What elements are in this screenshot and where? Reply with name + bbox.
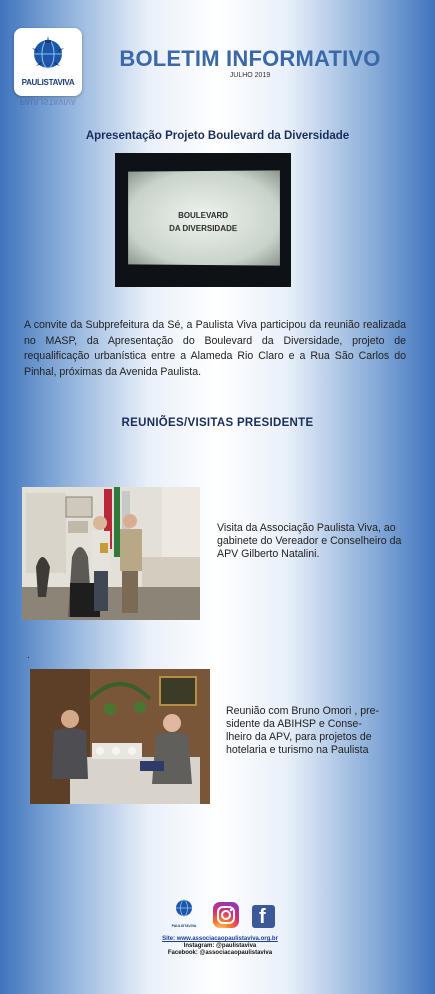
separator-dot: . bbox=[27, 650, 30, 661]
natalini-visit-photo bbox=[22, 487, 200, 620]
slide-title-line2: DA DIVERSIDADE bbox=[169, 223, 238, 234]
facebook-glyph: f bbox=[259, 906, 266, 928]
instagram-handle: Instagram: @paulistaviva bbox=[183, 943, 257, 949]
page-subtitle: JULHO 2019 bbox=[229, 72, 271, 79]
instagram-glyph bbox=[213, 902, 239, 928]
footer-logo-text: PAULISTAVIVA bbox=[171, 924, 197, 928]
page-title: BOLETIM INFORMATIVO bbox=[119, 46, 381, 71]
paulista-viva-logo bbox=[14, 28, 82, 96]
section-heading-reunioes: REUNIÕES/VISITAS PRESIDENTE bbox=[121, 417, 314, 429]
facebook-handle: Facebook: @associacaopaulistaviva bbox=[167, 950, 273, 956]
facebook-icon[interactable] bbox=[252, 905, 275, 928]
slide-title bbox=[128, 209, 280, 235]
natalini-visit-caption: Visita da Associação Paulista Viva, ao gabinete do Vereador e Conselheiro da APV Gilberto Natalini. bbox=[217, 522, 402, 560]
boulevard-presentation-photo bbox=[115, 153, 291, 287]
projection-screen bbox=[128, 170, 280, 265]
globe-icon bbox=[28, 34, 68, 74]
slide-title-line1: BOULEVARD bbox=[178, 210, 229, 221]
meeting-scene-illustration bbox=[30, 669, 210, 804]
omori-meeting-photo bbox=[30, 669, 210, 804]
logo-reflection-text: PAULISTAVIVA bbox=[19, 97, 77, 106]
site-link[interactable]: Site: www.associacaopaulistaviva.org.br bbox=[162, 936, 278, 942]
section-heading-boulevard: Apresentação Projeto Boulevard da Diversidade bbox=[85, 130, 350, 142]
footer-globe-icon bbox=[172, 898, 196, 924]
office-scene-illustration bbox=[22, 487, 200, 620]
omori-meeting-caption: Reunião com Bruno Omori , pre-sidente da ABIHSP e Conse-lheiro da APV, para projetos de hotelaria e turismo na Paulista bbox=[226, 705, 380, 756]
boulevard-paragraph: A convite da Subprefeitura da Sé, a Paulista Viva participou da reunião realizada no MASP, da Apresentação do Boulevard da Diversidade, projeto de requalificação urbanística entre a Alameda Rio Claro e a Rua São Carlos do Pinhal, próximas da Avenida Paulista. bbox=[24, 319, 406, 378]
instagram-icon[interactable] bbox=[213, 902, 239, 928]
logo-reflection bbox=[14, 97, 82, 111]
logo-text: PAULISTAVIVA bbox=[21, 78, 75, 87]
